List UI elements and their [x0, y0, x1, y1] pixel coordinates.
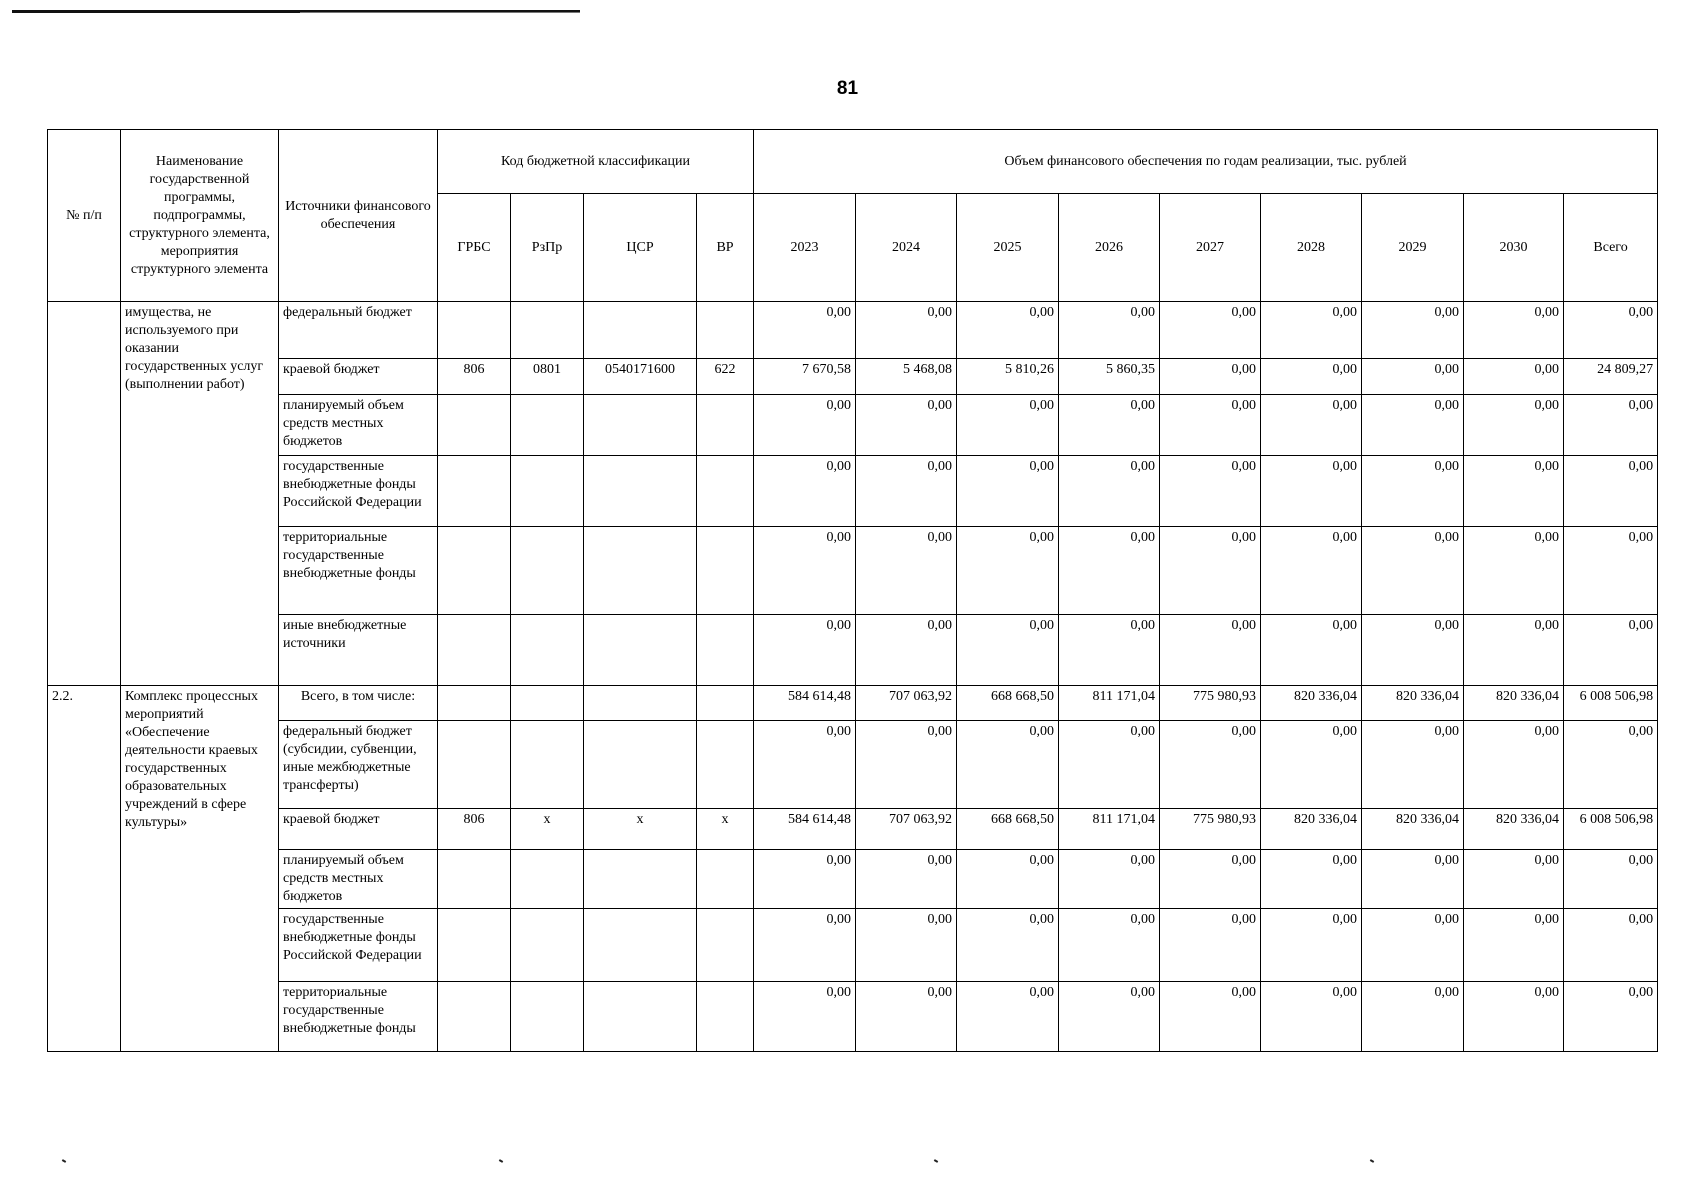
- budget-code-cell: [438, 982, 511, 1052]
- value-cell: 0,00: [1160, 721, 1261, 809]
- value-cell: 0,00: [1362, 850, 1464, 909]
- value-cell: 820 336,04: [1261, 809, 1362, 850]
- value-cell: 707 063,92: [856, 686, 957, 721]
- value-cell: 0,00: [1160, 395, 1261, 456]
- budget-code-cell: [511, 686, 584, 721]
- value-cell: 0,00: [957, 850, 1059, 909]
- value-cell: 0,00: [1464, 456, 1564, 527]
- header-volume-group: Объем финансового обеспечения по годам реализации, тыс. рублей: [754, 130, 1658, 194]
- value-cell: 0,00: [1261, 982, 1362, 1052]
- budget-code-cell: [511, 615, 584, 686]
- table-row: [48, 395, 1658, 456]
- header-code-2: ЦСР: [584, 194, 697, 302]
- budget-code-cell: [697, 527, 754, 615]
- header-num: № п/п: [48, 130, 121, 302]
- value-cell: 820 336,04: [1362, 686, 1464, 721]
- table-header: [48, 130, 1658, 302]
- value-cell: 0,00: [1464, 909, 1564, 982]
- funding-source: территориальные государственные внебюджетные фонды: [279, 982, 438, 1052]
- table-row: [48, 982, 1658, 1052]
- value-cell: 0,00: [1464, 615, 1564, 686]
- value-cell: 0,00: [1059, 615, 1160, 686]
- value-cell: 0,00: [856, 456, 957, 527]
- value-cell: 0,00: [754, 615, 856, 686]
- value-cell: 0,00: [1261, 850, 1362, 909]
- value-cell: 0,00: [1059, 721, 1160, 809]
- header-year-7: 2030: [1464, 194, 1564, 302]
- value-cell: 0,00: [856, 615, 957, 686]
- value-cell: 0,00: [1160, 302, 1261, 359]
- value-cell: 0,00: [957, 527, 1059, 615]
- value-cell: 584 614,48: [754, 686, 856, 721]
- value-cell: 820 336,04: [1464, 809, 1564, 850]
- budget-code-cell: [697, 721, 754, 809]
- budget-code-cell: [584, 686, 697, 721]
- budget-code-cell: [584, 527, 697, 615]
- value-cell: 0,00: [1464, 982, 1564, 1052]
- table-row: [48, 850, 1658, 909]
- header-year-1: 2024: [856, 194, 957, 302]
- footer-mark: [499, 1159, 503, 1163]
- value-cell: 0,00: [754, 302, 856, 359]
- value-cell: 0,00: [1564, 909, 1658, 982]
- value-cell: 0,00: [1261, 395, 1362, 456]
- value-cell: 0,00: [856, 721, 957, 809]
- budget-code-cell: [584, 615, 697, 686]
- value-cell: 0,00: [957, 395, 1059, 456]
- value-cell: 0,00: [1362, 982, 1464, 1052]
- budget-code-cell: [438, 456, 511, 527]
- value-cell: 0,00: [1464, 527, 1564, 615]
- value-cell: 0,00: [957, 302, 1059, 359]
- value-cell: 5 810,26: [957, 359, 1059, 395]
- value-cell: 0,00: [1464, 302, 1564, 359]
- value-cell: 0,00: [1362, 721, 1464, 809]
- value-cell: 0,00: [1160, 615, 1261, 686]
- budget-code-cell: [697, 850, 754, 909]
- value-cell: 0,00: [1362, 456, 1464, 527]
- value-cell: 0,00: [856, 982, 957, 1052]
- value-cell: 0,00: [1160, 982, 1261, 1052]
- value-cell: 0,00: [1564, 395, 1658, 456]
- value-cell: 0,00: [1059, 456, 1160, 527]
- value-cell: 0,00: [1059, 302, 1160, 359]
- budget-code-cell: [584, 395, 697, 456]
- budget-code-cell: [697, 615, 754, 686]
- program-name: имущества, не используемого при оказании государственных услуг (выполнении работ): [121, 302, 279, 686]
- funding-source: краевой бюджет: [279, 809, 438, 850]
- budget-code-cell: [697, 909, 754, 982]
- value-cell: 668 668,50: [957, 809, 1059, 850]
- value-cell: 0,00: [1564, 982, 1658, 1052]
- value-cell: 0,00: [1160, 456, 1261, 527]
- budget-code-cell: [511, 527, 584, 615]
- funding-source: планируемый объем средств местных бюджетов: [279, 395, 438, 456]
- value-cell: 6 008 506,98: [1564, 809, 1658, 850]
- footer-mark: [62, 1159, 66, 1163]
- value-cell: 0,00: [1059, 909, 1160, 982]
- budget-code-cell: [438, 302, 511, 359]
- value-cell: 0,00: [1261, 721, 1362, 809]
- funding-source: федеральный бюджет: [279, 302, 438, 359]
- value-cell: 6 008 506,98: [1564, 686, 1658, 721]
- value-cell: 775 980,93: [1160, 686, 1261, 721]
- header-year-0: 2023: [754, 194, 856, 302]
- funding-source: планируемый объем средств местных бюджетов: [279, 850, 438, 909]
- value-cell: 820 336,04: [1261, 686, 1362, 721]
- value-cell: 5 468,08: [856, 359, 957, 395]
- value-cell: 0,00: [1362, 909, 1464, 982]
- budget-code-cell: [438, 909, 511, 982]
- value-cell: 0,00: [1464, 395, 1564, 456]
- budget-code-cell: х: [697, 809, 754, 850]
- table-row: [48, 721, 1658, 809]
- value-cell: 0,00: [1261, 302, 1362, 359]
- budget-code-cell: [697, 982, 754, 1052]
- value-cell: 0,00: [1362, 302, 1464, 359]
- value-cell: 584 614,48: [754, 809, 856, 850]
- value-cell: 0,00: [1564, 527, 1658, 615]
- value-cell: 0,00: [1160, 527, 1261, 615]
- budget-code-cell: [511, 456, 584, 527]
- top-rule-thin: [300, 12, 580, 13]
- budget-code-cell: [511, 302, 584, 359]
- value-cell: 7 670,58: [754, 359, 856, 395]
- value-cell: 775 980,93: [1160, 809, 1261, 850]
- budget-code-cell: [438, 615, 511, 686]
- value-cell: 0,00: [1261, 909, 1362, 982]
- budget-code-cell: [511, 982, 584, 1052]
- funding-source: краевой бюджет: [279, 359, 438, 395]
- table-row: [48, 909, 1658, 982]
- table-row: [48, 809, 1658, 850]
- header-year-2: 2025: [957, 194, 1059, 302]
- value-cell: 0,00: [957, 909, 1059, 982]
- table-row: [48, 686, 1658, 721]
- value-cell: 0,00: [1059, 395, 1160, 456]
- budget-code-cell: [584, 909, 697, 982]
- value-cell: 0,00: [754, 395, 856, 456]
- value-cell: 0,00: [1059, 982, 1160, 1052]
- budget-code-cell: [584, 302, 697, 359]
- budget-code-cell: 0540171600: [584, 359, 697, 395]
- value-cell: 0,00: [754, 527, 856, 615]
- budget-code-cell: 0801: [511, 359, 584, 395]
- value-cell: 0,00: [1564, 302, 1658, 359]
- budget-code-cell: 622: [697, 359, 754, 395]
- budget-code-cell: 806: [438, 809, 511, 850]
- value-cell: 0,00: [754, 721, 856, 809]
- budget-code-cell: [511, 909, 584, 982]
- table-row: [48, 302, 1658, 359]
- funding-source: иные внебюджетные источники: [279, 615, 438, 686]
- footer-mark: [934, 1159, 938, 1163]
- funding-source: государственные внебюджетные фонды Российской Федерации: [279, 909, 438, 982]
- value-cell: 0,00: [1362, 527, 1464, 615]
- value-cell: 820 336,04: [1464, 686, 1564, 721]
- header-code-3: ВР: [697, 194, 754, 302]
- header-code-0: ГРБС: [438, 194, 511, 302]
- header-year-6: 2029: [1362, 194, 1464, 302]
- value-cell: 0,00: [754, 982, 856, 1052]
- budget-code-cell: [697, 456, 754, 527]
- budget-code-cell: [438, 527, 511, 615]
- value-cell: 0,00: [1261, 359, 1362, 395]
- value-cell: 24 809,27: [1564, 359, 1658, 395]
- value-cell: 0,00: [1464, 721, 1564, 809]
- budget-code-cell: [584, 456, 697, 527]
- budget-code-cell: х: [584, 809, 697, 850]
- budget-table: [47, 129, 1658, 1052]
- value-cell: 0,00: [1564, 721, 1658, 809]
- table-body: [48, 302, 1658, 1052]
- budget-code-cell: [584, 850, 697, 909]
- budget-code-cell: [584, 721, 697, 809]
- budget-code-cell: [438, 850, 511, 909]
- value-cell: 0,00: [1564, 850, 1658, 909]
- budget-code-cell: [511, 850, 584, 909]
- value-cell: 5 860,35: [1059, 359, 1160, 395]
- budget-code-cell: [438, 686, 511, 721]
- value-cell: 0,00: [1464, 850, 1564, 909]
- budget-code-cell: [511, 721, 584, 809]
- value-cell: 0,00: [754, 909, 856, 982]
- value-cell: 0,00: [754, 850, 856, 909]
- value-cell: 0,00: [856, 302, 957, 359]
- funding-source: федеральный бюджет (субсидии, субвенции, иные межбюджетные трансферты): [279, 721, 438, 809]
- value-cell: 0,00: [957, 456, 1059, 527]
- header-year-4: 2027: [1160, 194, 1261, 302]
- value-cell: 0,00: [856, 850, 957, 909]
- page-number: 81: [836, 78, 859, 99]
- value-cell: 0,00: [754, 456, 856, 527]
- header-source: Источники финансового обеспечения: [279, 130, 438, 302]
- value-cell: 0,00: [1362, 395, 1464, 456]
- row-number: 2.2.: [48, 686, 121, 1052]
- value-cell: 668 668,50: [957, 686, 1059, 721]
- header-code-1: РзПр: [511, 194, 584, 302]
- value-cell: 0,00: [1564, 456, 1658, 527]
- budget-code-cell: [697, 302, 754, 359]
- value-cell: 0,00: [957, 721, 1059, 809]
- value-cell: 0,00: [856, 909, 957, 982]
- budget-code-cell: [584, 982, 697, 1052]
- header-code-group: Код бюджетной классификации: [438, 130, 754, 194]
- value-cell: 0,00: [1059, 527, 1160, 615]
- table-row: [48, 456, 1658, 527]
- funding-source: территориальные государственные внебюджетные фонды: [279, 527, 438, 615]
- budget-code-cell: [511, 395, 584, 456]
- header-name: Наименование государственной программы, подпрограммы, структурного элемента, мероприятия структурного элемента: [121, 130, 279, 302]
- value-cell: 0,00: [1261, 527, 1362, 615]
- value-cell: 0,00: [856, 395, 957, 456]
- value-cell: 0,00: [1059, 850, 1160, 909]
- budget-code-cell: [438, 721, 511, 809]
- budget-code-cell: х: [511, 809, 584, 850]
- funding-source: Всего, в том числе:: [279, 686, 438, 721]
- value-cell: 0,00: [1362, 615, 1464, 686]
- value-cell: 0,00: [1564, 615, 1658, 686]
- value-cell: 0,00: [1160, 909, 1261, 982]
- header-year-3: 2026: [1059, 194, 1160, 302]
- program-name: Комплекс процессных мероприятий «Обеспечение деятельности краевых государственных образовательных учреждений в сфере культуры»: [121, 686, 279, 1052]
- header-year-8: Всего: [1564, 194, 1658, 302]
- value-cell: 0,00: [957, 615, 1059, 686]
- value-cell: 820 336,04: [1362, 809, 1464, 850]
- value-cell: 0,00: [1160, 359, 1261, 395]
- budget-code-cell: [438, 395, 511, 456]
- table-row: [48, 527, 1658, 615]
- value-cell: 0,00: [1261, 615, 1362, 686]
- budget-code-cell: 806: [438, 359, 511, 395]
- budget-code-cell: [697, 395, 754, 456]
- value-cell: 0,00: [1261, 456, 1362, 527]
- value-cell: 0,00: [1362, 359, 1464, 395]
- value-cell: 0,00: [957, 982, 1059, 1052]
- footer-mark: [1370, 1159, 1374, 1163]
- value-cell: 0,00: [1464, 359, 1564, 395]
- value-cell: 707 063,92: [856, 809, 957, 850]
- budget-code-cell: [697, 686, 754, 721]
- row-number: [48, 302, 121, 686]
- table-row: [48, 615, 1658, 686]
- table-row: [48, 359, 1658, 395]
- funding-source: государственные внебюджетные фонды Российской Федерации: [279, 456, 438, 527]
- value-cell: 811 171,04: [1059, 686, 1160, 721]
- value-cell: 0,00: [856, 527, 957, 615]
- header-year-5: 2028: [1261, 194, 1362, 302]
- value-cell: 0,00: [1160, 850, 1261, 909]
- value-cell: 811 171,04: [1059, 809, 1160, 850]
